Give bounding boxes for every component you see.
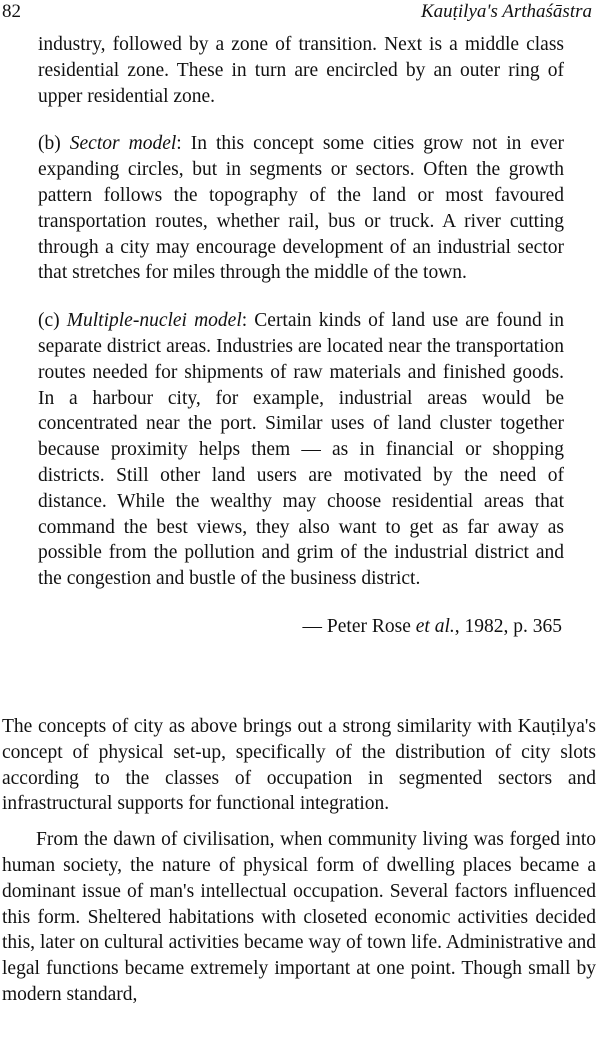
term-sector-model: Sector model	[69, 133, 177, 155]
citation-year-page: , 1982, p. 365	[454, 615, 562, 637]
multiple-nuclei-text: : Certain kinds of land use are found in separate district areas. Industries are located near the transportation routes needed for shipments of raw materials and finished goods. In a harbour city, for example, industrial areas would be concentrated near the port. Similar uses of land cluster together because proximity helps them — as in financial or shopping districts. Still other land users are motivated by the need of distance. While the wealthy may choose residential areas that command the best views, they also want to get as far away as possible from the pollution and grim of the industrial district and the congestion and bustle of the business district.	[38, 310, 564, 590]
citation-et-al: et al.	[415, 615, 455, 637]
quote-paragraph-concentric: industry, followed by a zone of transition. Next is a middle class residential zone. These in turn are encircled by an outer ring of upper residential zone.	[38, 34, 564, 107]
quote-citation	[38, 614, 564, 640]
quote-paragraph-multiple-nuclei	[38, 308, 564, 592]
block-quote	[38, 32, 564, 662]
body-paragraph-civilisation: From the dawn of civilisation, when community living was forged into human society, the nature of physical form of dwelling places became a dominant issue of man's intellectual occupation. Several factors influenced this form. Sheltered habitations with closeted economic activities decided this, later on cultural activities became way of town life. Administrative and legal functions became extremely important at one point. Though small by modern standard,	[2, 829, 596, 1005]
quote-paragraph-sector-model	[38, 131, 564, 286]
body-text	[2, 714, 596, 1018]
running-title: Kauṭilya's Arthaśāstra	[420, 1, 592, 22]
term-multiple-nuclei-model: Multiple-nuclei model	[66, 310, 242, 332]
item-marker-b: (b)	[38, 133, 70, 155]
page-header	[0, 0, 600, 30]
sector-model-text: : In this concept some cities grow not in ever expanding circles, but in segments or sectors. Often the growth pattern follows the topography of the land or most favoured transportation routes, whether rail, bus or truck. A river cutting through a city may encourage development of an industrial sector that stretches for miles through the middle of the town.	[38, 133, 564, 284]
body-paragraph-concepts: The concepts of city as above brings out a strong similarity with Kauṭilya's concept of physical set-up, specifically of the distribution of city slots according to the classes of occupation in segmented sectors and infrastructural supports for functional integration.	[2, 716, 596, 815]
item-marker-c: (c)	[38, 310, 67, 332]
page-number: 82	[2, 1, 21, 22]
citation-author: — Peter Rose	[302, 615, 416, 637]
